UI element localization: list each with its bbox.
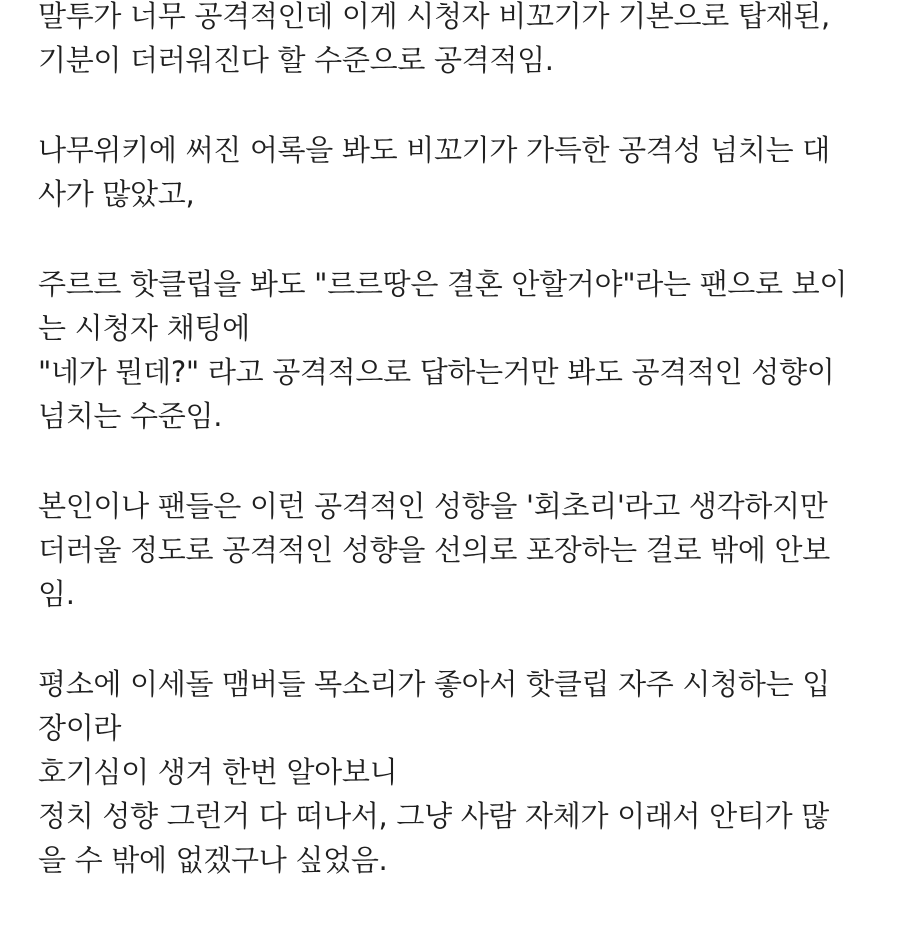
post-line: 평소에 이세돌 맴버들 목소리가 좋아서 핫클립 자주 시청하는 입 [38, 667, 830, 701]
post-line: 기분이 더러워진다 할 수준으로 공격적임. [38, 43, 554, 77]
post-line: 더러울 정도로 공격적인 성향을 선의로 포장하는 걸로 밖에 안보 [38, 533, 830, 567]
post-line: 사가 많았고, [38, 177, 195, 211]
post-body [38, 0, 878, 882]
post-line: 을 수 밖에 없겠구나 싶었음. [38, 843, 388, 877]
post-line: 정치 성향 그런거 다 떠나서, 그냥 사람 자체가 이래서 안티가 많 [38, 799, 829, 833]
paragraph-gap [38, 216, 878, 262]
post-line: 주르르 핫클립을 봐도 "르르땅은 결혼 안할거야"라는 팬으로 보이 [38, 267, 848, 301]
paragraph-gap [38, 438, 878, 484]
post-line: 나무위키에 써진 어록을 봐도 비꼬기가 가득한 공격성 넘치는 대 [38, 133, 830, 167]
post-line: 호기심이 생겨 한번 알아보니 [38, 755, 398, 789]
post-line: 넘치는 수준임. [38, 399, 223, 433]
post-line: 장이라 [38, 711, 122, 745]
post-line: 임. [38, 577, 75, 611]
post-line: "네가 뭔데?" 라고 공격적으로 답하는거만 봐도 공격적인 성향이 [38, 355, 835, 389]
post-line: 는 시청자 채팅에 [38, 311, 250, 345]
paragraph-gap [38, 616, 878, 662]
post-line: 말투가 너무 공격적인데 이게 시청자 비꼬기가 기본으로 탑재된, [38, 0, 830, 33]
post-line: 본인이나 팬들은 이런 공격적인 성향을 '회초리'라고 생각하지만 [38, 489, 828, 523]
paragraph-gap [38, 82, 878, 128]
